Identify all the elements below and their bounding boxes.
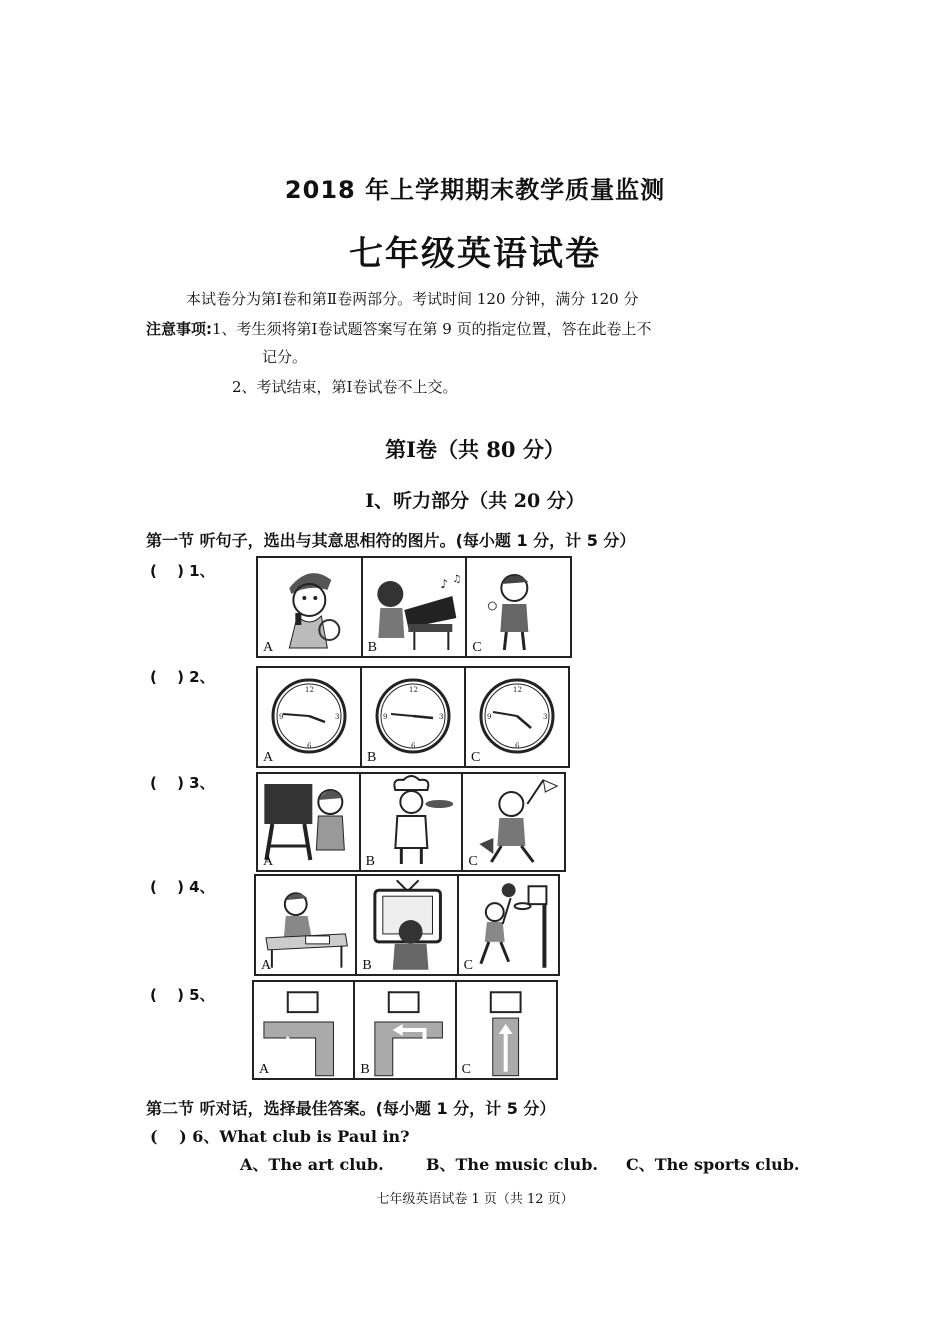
svg-text:3: 3: [335, 713, 340, 721]
question-1-label[interactable]: ( ) 1、: [150, 562, 215, 580]
question-4-images: [254, 874, 560, 976]
question-6[interactable]: ( ) 6、What club is Paul in?: [150, 1127, 410, 1146]
go-straight-image: [457, 982, 556, 1078]
option-letter: B: [360, 1062, 370, 1077]
option-letter: A: [263, 750, 274, 765]
exam-title: 2018 年上学期期末教学质量监测: [284, 176, 666, 204]
option-letter: B: [365, 854, 376, 869]
notice-line-1-cont: 记分。: [262, 348, 308, 366]
notice-label: 注意事项:: [146, 320, 212, 338]
question-4-label[interactable]: ( ) 4、: [150, 878, 215, 896]
question-6-option-b[interactable]: B、The music club.: [426, 1155, 598, 1174]
cook-image: [361, 774, 462, 870]
option-c-image[interactable]: [467, 558, 570, 656]
option-letter: A: [261, 958, 272, 973]
option-b-image[interactable]: [361, 774, 464, 870]
listening-section-heading: Ⅰ、听力部分（共 20 分）: [365, 490, 585, 512]
option-a-image[interactable]: [254, 982, 355, 1078]
question-6-option-a[interactable]: A、The art club.: [240, 1155, 384, 1174]
option-letter: C: [463, 958, 473, 973]
option-a-image[interactable]: [258, 668, 362, 766]
option-b-image[interactable]: [357, 876, 458, 974]
option-letter: C: [471, 750, 481, 765]
question-3-label[interactable]: ( ) 3、: [150, 774, 215, 792]
svg-text:3: 3: [439, 713, 444, 721]
option-letter: A: [263, 854, 274, 869]
svg-text:3: 3: [543, 713, 548, 721]
notice-line-1: [146, 318, 826, 339]
option-letter: B: [367, 750, 377, 765]
option-letter: B: [367, 640, 378, 655]
option-letter: C: [461, 1062, 471, 1077]
subsection-1-heading: 第一节 听句子，选出与其意思相符的图片。(每小题 1 分，计 5 分）: [146, 531, 636, 550]
question-5-images: [252, 980, 558, 1080]
page-footer: 七年级英语试卷 1 页（共 12 页）: [376, 1192, 574, 1207]
watching-tv-image: [357, 876, 456, 974]
clock-b-image: [362, 668, 464, 766]
cheering-boy-image: [463, 774, 564, 870]
svg-text:12: 12: [513, 686, 522, 694]
svg-text:9: 9: [487, 713, 492, 721]
svg-text:6: 6: [411, 742, 416, 750]
option-b-image[interactable]: [355, 982, 456, 1078]
svg-text:6: 6: [515, 742, 520, 750]
svg-text:12: 12: [409, 686, 418, 694]
piano-player-image: [363, 558, 466, 656]
option-letter: A: [259, 1062, 270, 1077]
option-letter: C: [468, 854, 478, 869]
svg-text:6: 6: [307, 742, 312, 750]
question-6-option-c[interactable]: C、The sports club.: [626, 1155, 800, 1174]
singing-girl-image: [258, 558, 361, 656]
option-letter: B: [362, 958, 372, 973]
clock-a-image: [258, 668, 360, 766]
notice-item-2: 2、考试结束，第Ⅰ卷试卷不上交。: [232, 378, 458, 396]
clock-c-image: [466, 668, 568, 766]
question-2-images: [256, 666, 570, 768]
question-1-images: [256, 556, 572, 658]
subsection-2-heading: 第二节 听对话，选择最佳答案。(每小题 1 分，计 5 分）: [146, 1099, 556, 1118]
intro-text: 本试卷分为第Ⅰ卷和第Ⅱ卷两部分。考试时间 120 分钟，满分 120 分: [186, 290, 639, 308]
svg-text:9: 9: [279, 713, 284, 721]
option-c-image[interactable]: [459, 876, 558, 974]
boy-speaking-image: [467, 558, 570, 656]
option-c-image[interactable]: [457, 982, 556, 1078]
exam-subtitle: 七年级英语试卷: [349, 234, 601, 274]
option-c-image[interactable]: [466, 668, 568, 766]
svg-text:♫: ♫: [452, 574, 461, 585]
svg-text:♪: ♪: [440, 577, 448, 591]
option-a-image[interactable]: [256, 876, 357, 974]
option-b-image[interactable]: [362, 668, 466, 766]
option-letter: C: [472, 640, 482, 655]
option-a-image[interactable]: [258, 774, 361, 870]
option-b-image[interactable]: [363, 558, 468, 656]
notice-item-1: 1、考生须将第Ⅰ卷试题答案写在第 9 页的指定位置，答在此卷上不: [212, 320, 652, 338]
option-a-image[interactable]: [258, 558, 363, 656]
svg-text:12: 12: [305, 686, 314, 694]
question-5-label[interactable]: ( ) 5、: [150, 986, 215, 1004]
option-c-image[interactable]: [463, 774, 564, 870]
question-3-images: [256, 772, 566, 872]
svg-text:9: 9: [383, 713, 388, 721]
question-2-label[interactable]: ( ) 2、: [150, 668, 215, 686]
basketball-image: [459, 876, 558, 974]
option-letter: A: [263, 640, 274, 655]
turn-left-b-image: [355, 982, 454, 1078]
part1-heading: 第Ⅰ卷（共 80 分）: [385, 437, 565, 462]
